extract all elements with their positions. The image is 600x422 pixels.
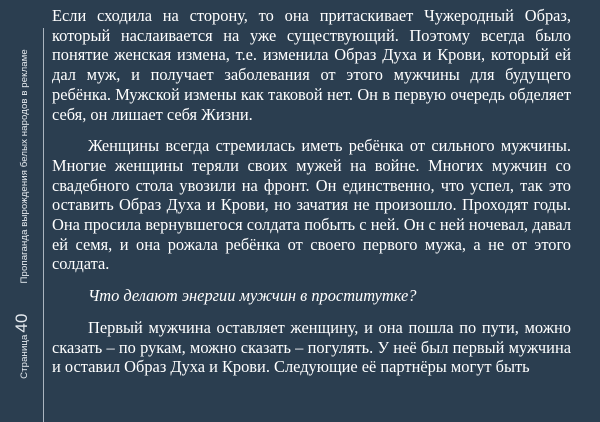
page-label: Страница — [19, 334, 30, 379]
sidebar-caption — [12, 49, 32, 379]
page-content — [52, 6, 571, 389]
question-heading: Что делают энергии мужчин в проститутке? — [88, 286, 417, 306]
paragraph: Если сходила на сторону, то она притаскивает Чужеродный Образ, который наслаивается на уже существующий. Поэтому всегда было понятие женская измена, т.е. изменила Образ Духа и Крови, который ей дал муж, и получает заболевания от этого мужчины для будущего ребёнка. Мужской измены как таковой нет. Он в первую очередь обделяет себя, он лишает себя Жизни. — [52, 6, 571, 124]
book-title: Пропаганда вырождения белых народов в рекламе — [19, 49, 30, 284]
paragraph: Женщины всегда стремилась иметь ребёнка от сильного мужчины. Многие женщины теряли своих мужей на войне. Многих мужчин со свадебного стола увозили на фронт. Он единственно, что успел, так это оставить Образ Духа и Крови, но зачатия не произошло. Проходят годы. Она просила вернувшегося солдата побыть с ней. Он с ней ночевал, давал ей семя, и она рожала ребёнка от своего первого мужа, а не от этого солдата. — [52, 136, 571, 274]
sidebar — [0, 0, 44, 422]
paragraph: Первый мужчина оставляет женщину, и она пошла по пути, можно сказать – по рукам, можно сказать – погулять. У неё был первый мужчина и оставил Образ Духа и Крови. Следующие её партнёры могут быть — [52, 317, 571, 377]
sidebar-divider — [43, 28, 44, 422]
page-number: 40 — [12, 313, 31, 333]
